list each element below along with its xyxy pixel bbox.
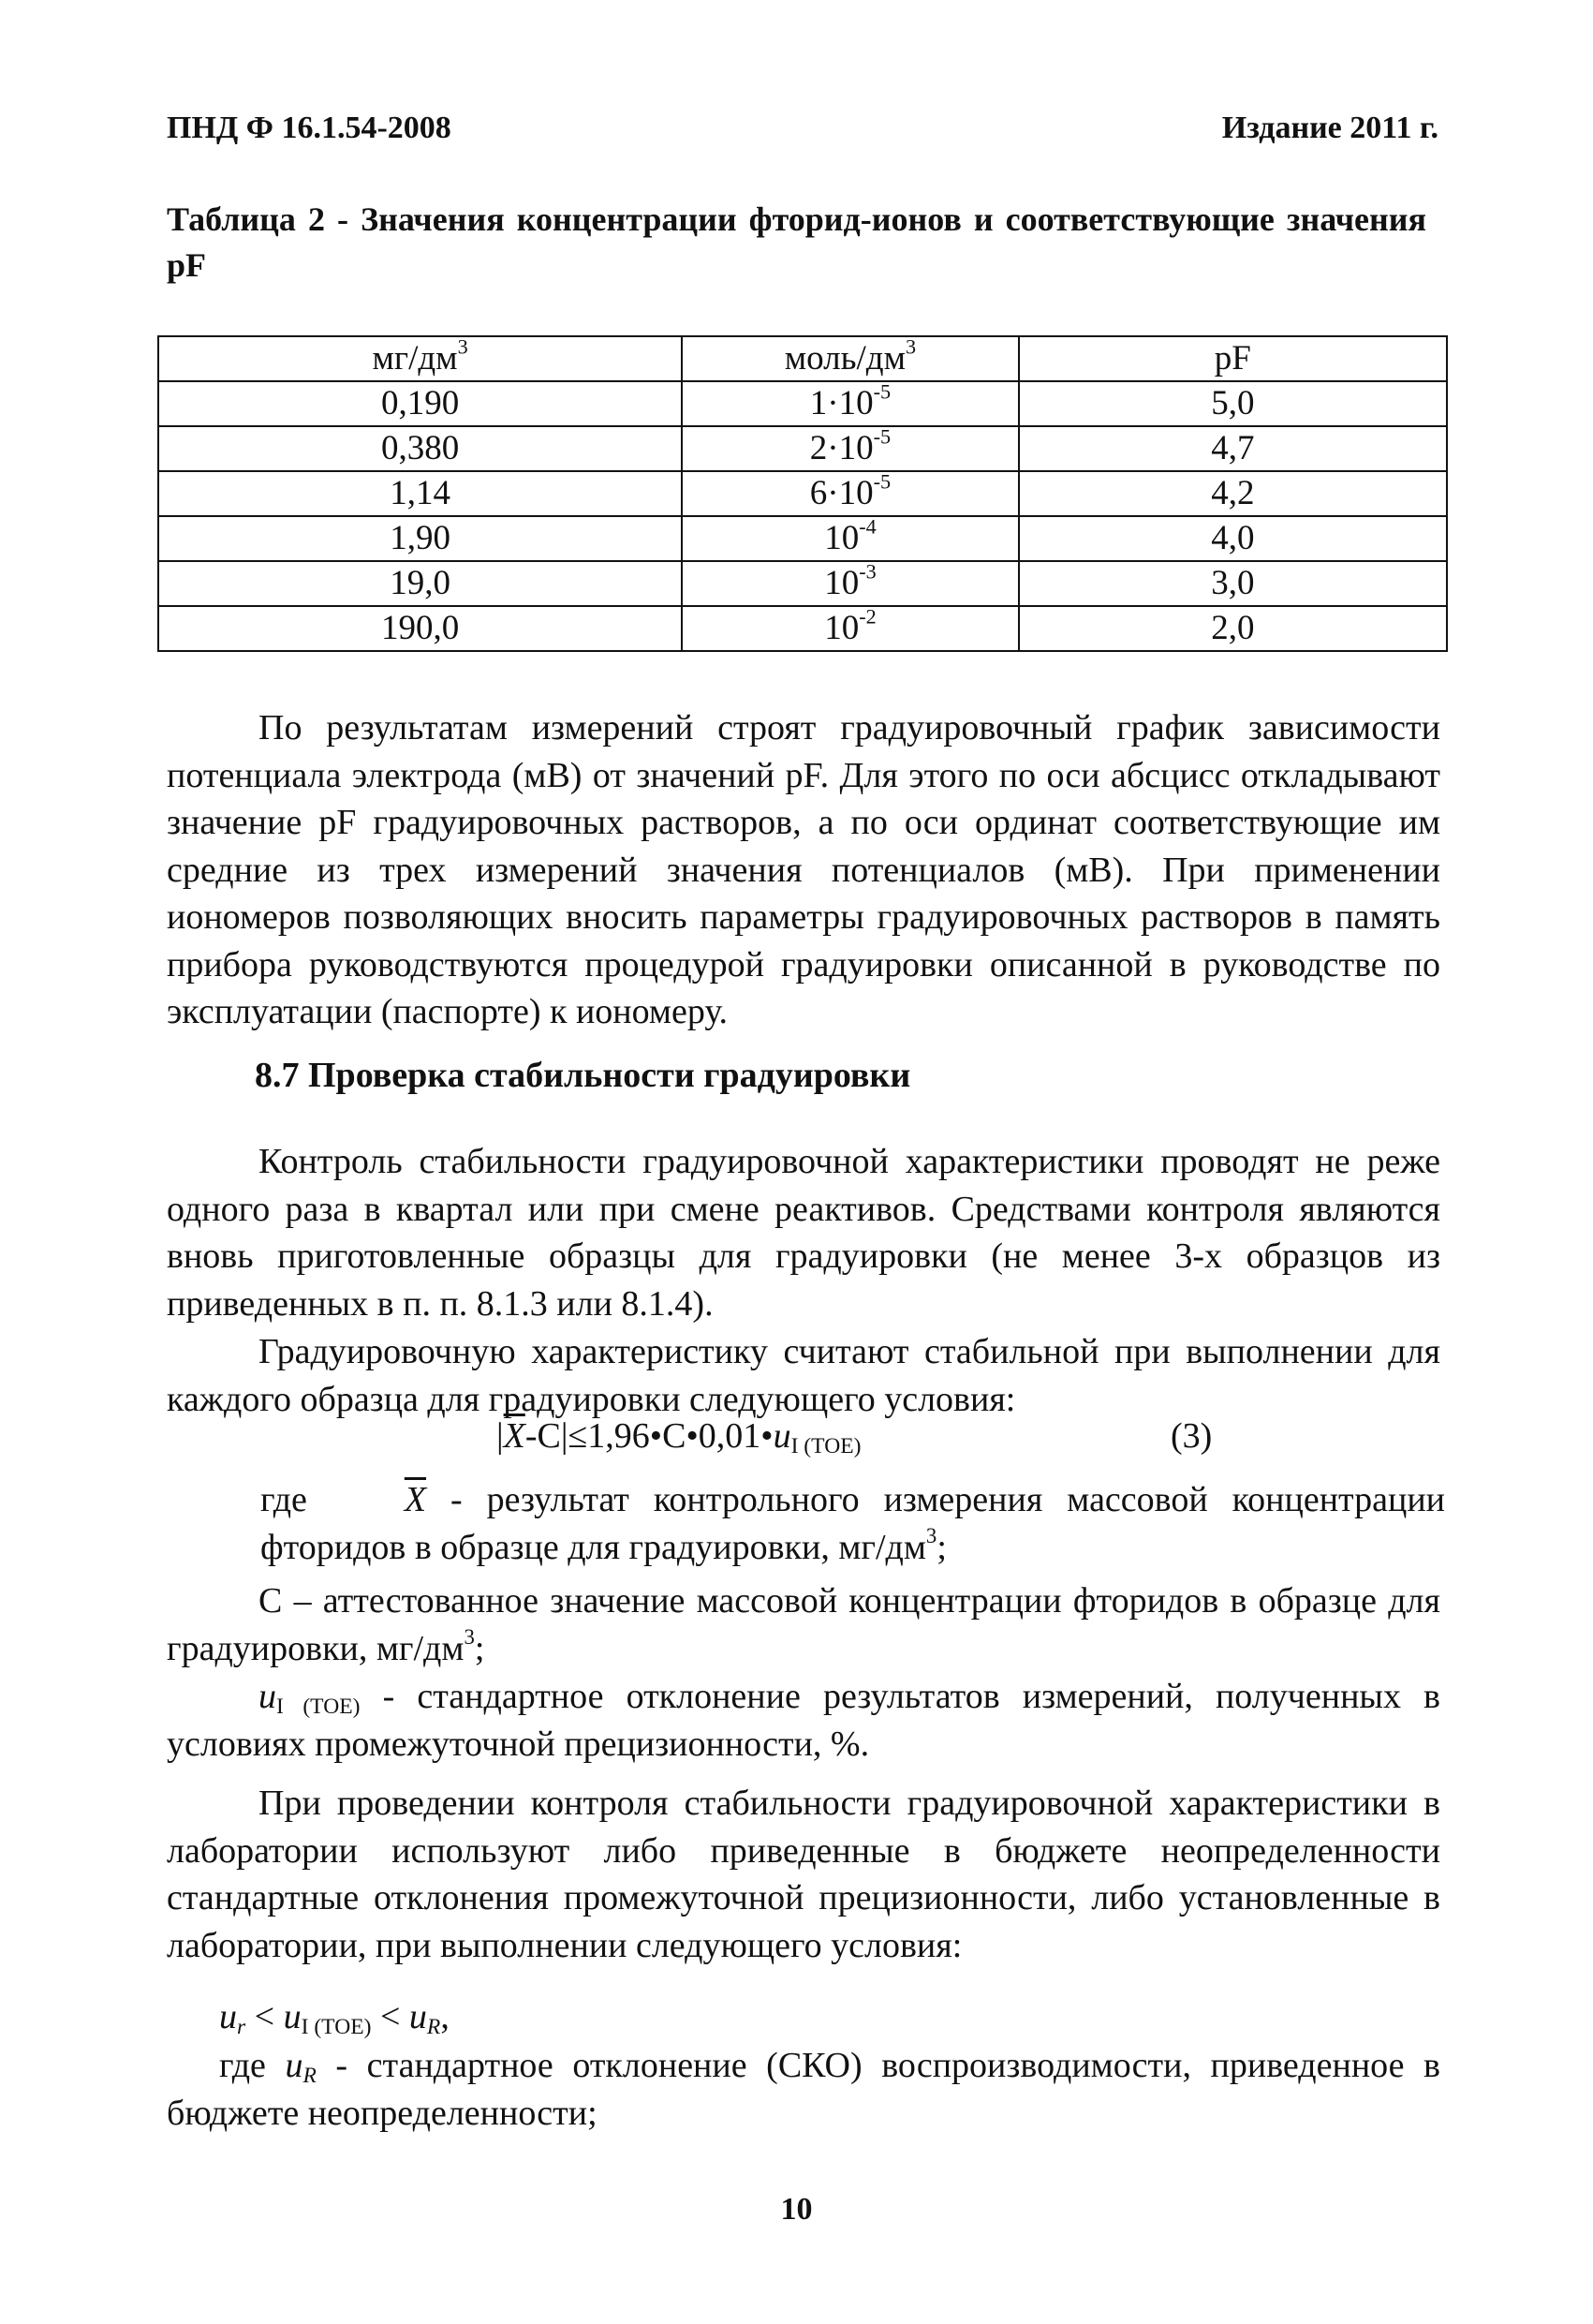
edition-year: Издание 2011 г.	[1221, 111, 1438, 145]
cell-mg: 1,14	[158, 471, 682, 516]
inequality-condition: $u_r < u_{I (ТОЕ)} < u_R$,	[219, 1997, 450, 2039]
table-caption: Таблица 2 - Значения концентрации фторид-ионов и соответствующие значения pF	[167, 200, 1426, 284]
table-row	[158, 426, 1447, 471]
definition-c-sup: 3	[464, 1624, 475, 1649]
cell-pf: 3,0	[1019, 561, 1447, 606]
column-header-pf: pF	[1019, 336, 1447, 381]
table-row	[158, 516, 1447, 561]
column-header-mol: моль/$дм^3$	[682, 336, 1019, 381]
table-row	[158, 381, 1447, 426]
paragraph-stability-control: Контроль стабильности градуировочной характеристики проводят не реже одного раза в квартал или при смене реактивов. Средствами контроля являются вновь приготовленные образцы для градуировки (не менее 3-х образцов из приведенных в п. п. 8.1.3 или 8.1.4).	[167, 1142, 1440, 1324]
definition-c-text: С – аттестованное значение массовой концентрации фторидов в образце для градуировки, мг/дм	[167, 1581, 1440, 1668]
definition-x-sup: 3	[925, 1523, 937, 1547]
section-heading: 8.7 Проверка стабильности градуировки	[255, 1056, 911, 1095]
definition-uR-text: - стандартное отклонение (СКО) воспроизводимости, приведенное в бюджете неопределенности;	[167, 2046, 1440, 2133]
table-header-row	[158, 336, 1447, 381]
definition-c: С – аттестованное значение массовой концентрации фторидов в образце для градуировки, $мг/дм^3$;	[167, 1581, 1440, 1668]
paragraph-stability-condition: Градуировочную характеристику считают стабильной при выполнении для каждого образца для градуировки следующего условия:	[167, 1332, 1440, 1419]
definition-uR-symbol: u	[285, 2046, 303, 2085]
definition-u	[167, 1673, 1440, 1768]
cell-mg: 0,190	[158, 381, 682, 426]
cell-mol: $6\cdot 10^{-5}$	[682, 471, 1019, 516]
cell-pf: 5,0	[1019, 381, 1447, 426]
cell-mol: $1\cdot 10^{-5}$	[682, 381, 1019, 426]
definition-uR-where: где	[219, 2046, 286, 2085]
table-row	[158, 471, 1447, 516]
definition-x-symbol: $\overline{X}$	[404, 1480, 427, 1519]
definition-u-subscript: I (ТОЕ)	[276, 1694, 361, 1719]
cell-pf: 4,0	[1019, 516, 1447, 561]
document-code: ПНД Ф 16.1.54-2008	[167, 111, 451, 145]
cell-mol: $2\cdot 10^{-5}$	[682, 426, 1019, 471]
formula-expression: -C|≤1,96•C•0,01•	[524, 1416, 774, 1456]
definition-uR	[167, 2042, 1440, 2137]
definition-uR-subscript: R	[302, 2063, 317, 2088]
formula-3	[496, 1413, 1246, 1459]
cell-mol: $10^{-4}$	[682, 516, 1019, 561]
formula-u-subscript: I (ТОЕ)	[790, 1433, 862, 1458]
table-row	[158, 561, 1447, 606]
cell-mol: $10^{-2}$	[682, 606, 1019, 651]
cell-mg: 19,0	[158, 561, 682, 606]
cell-pf: 4,7	[1019, 426, 1447, 471]
paragraph-budget: При проведении контроля стабильности градуировочной характеристики в лаборатории используют либо приведенные в бюджете неопределенности стандартные отклонения промежуточной прецизионности, либо установленные в лаборатории, при выполнении следующего условия:	[167, 1784, 1440, 1965]
equation-number: (3)	[1171, 1416, 1213, 1456]
definition-u-symbol: u	[258, 1677, 276, 1716]
cell-mg: 1,90	[158, 516, 682, 561]
definition-x-text: - результат контрольного измерения массовой концентрации фторидов в образце для градуировки, мг/дм	[260, 1480, 1446, 1567]
definition-u-text: - стандартное отклонение результатов измерений, полученных в условиях промежуточной прецизионности, %.	[167, 1677, 1440, 1764]
formula-x-bar: $\overline{X}$	[503, 1416, 525, 1456]
fluoride-concentration-table	[157, 335, 1448, 652]
paragraph-calibration-graph: По результатам измерений строят градуировочный график зависимости потенциала электрода (мВ) от значений pF. Для этого по оси абсцисс откладывают значение pF градуировочных растворов, а по оси ординат соответствующие им средние из трех измерений значения потенциалов (мВ). При применении иономеров позволяющих вносить параметры градуировочных растворов в память прибора руководствуются процедурой градуировки описанной в руководстве по эксплуатации (паспорте) к иономеру.	[167, 708, 1440, 1031]
cell-mol: $10^{-3}$	[682, 561, 1019, 606]
where-word: где	[260, 1480, 307, 1519]
formula-u-symbol: u	[773, 1416, 791, 1456]
formula-bar: |	[496, 1416, 504, 1456]
table-row	[158, 606, 1447, 651]
page-number: 10	[780, 2192, 813, 2227]
cell-mg: 0,380	[158, 426, 682, 471]
column-header-mg: $мг/дм^3$	[158, 336, 682, 381]
definition-x: где $\overline{X}$ - результат контрольного измерения массовой концентрации фторидов в образце для градуировки, $мг/дм^3$;	[260, 1480, 1446, 1567]
cell-pf: 2,0	[1019, 606, 1447, 651]
cell-mg: 190,0	[158, 606, 682, 651]
cell-pf: 4,2	[1019, 471, 1447, 516]
